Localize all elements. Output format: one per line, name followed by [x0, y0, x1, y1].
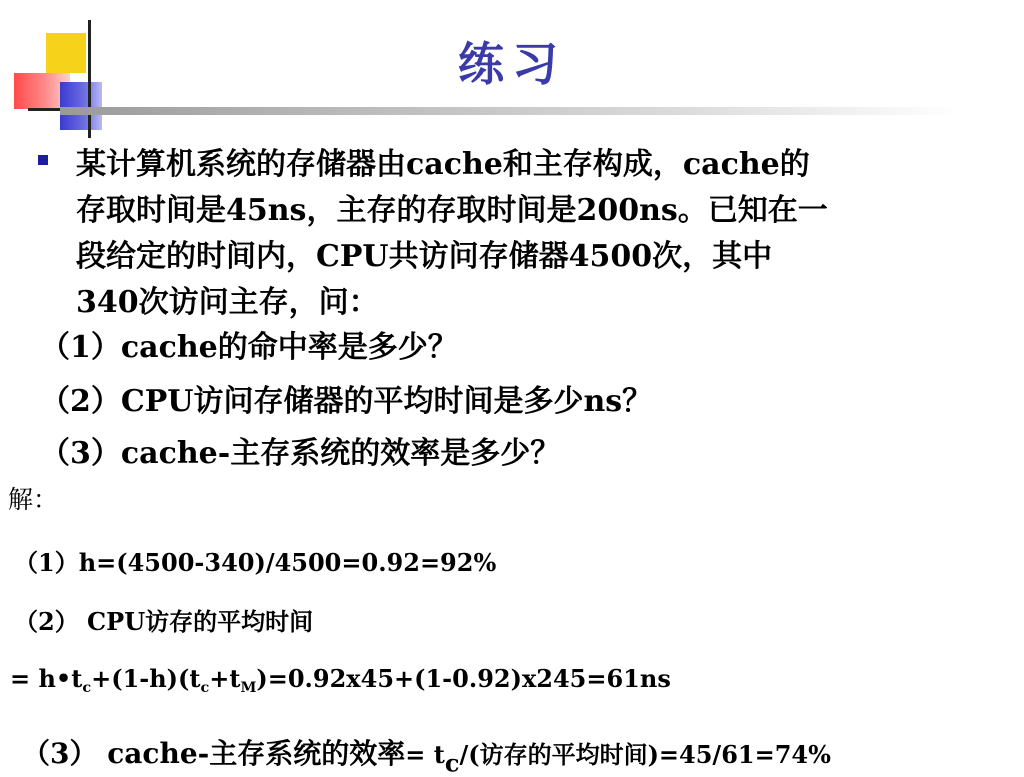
formula-part: +t: [209, 664, 241, 693]
problem-line: 存取时间是45ns，主存的存取时间是200ns。已知在一: [76, 193, 828, 228]
question-3: （3）cache-主存系统的效率是多少？: [40, 436, 561, 471]
problem-statement: [76, 142, 1016, 326]
problem-line: 某计算机系统的存储器由cache和主存构成，cache的: [76, 147, 810, 182]
formula-subscript: c: [200, 679, 210, 697]
formula-part: /(访存的平均时间)=45/61=74%: [459, 740, 831, 769]
answer-3: [22, 732, 831, 777]
formula-subscript: c: [82, 679, 92, 697]
formula-part: )=0.92x45+(1-0.92)x245=61ns: [256, 664, 671, 693]
formula-part: = t: [405, 740, 445, 769]
formula-part: = h•t: [10, 664, 83, 693]
formula-subscript: c: [444, 748, 460, 777]
answer-3-label: （3） cache-主存系统的效率: [22, 737, 406, 770]
problem-line: 段给定的时间内，CPU共访问存储器4500次，其中: [76, 239, 773, 274]
answer-2-formula: [10, 664, 671, 697]
bullet-square-icon: [38, 155, 48, 165]
problem-line: 340次访问主存，问：: [76, 285, 379, 320]
question-1: （1）cache的命中率是多少？: [40, 330, 458, 365]
answer-1: （1）h=(4500-340)/4500=0.92=92%: [14, 548, 497, 577]
answer-2-label: （2） CPU访存的平均时间: [14, 607, 314, 636]
formula-subscript: M: [240, 679, 257, 697]
solution-heading: 解：: [8, 485, 59, 514]
question-2: （2）CPU访问存储器的平均时间是多少ns？: [40, 384, 653, 419]
title-underline: [60, 107, 960, 115]
formula-part: +(1-h)(t: [91, 664, 201, 693]
slide-title: 练习: [458, 37, 566, 91]
